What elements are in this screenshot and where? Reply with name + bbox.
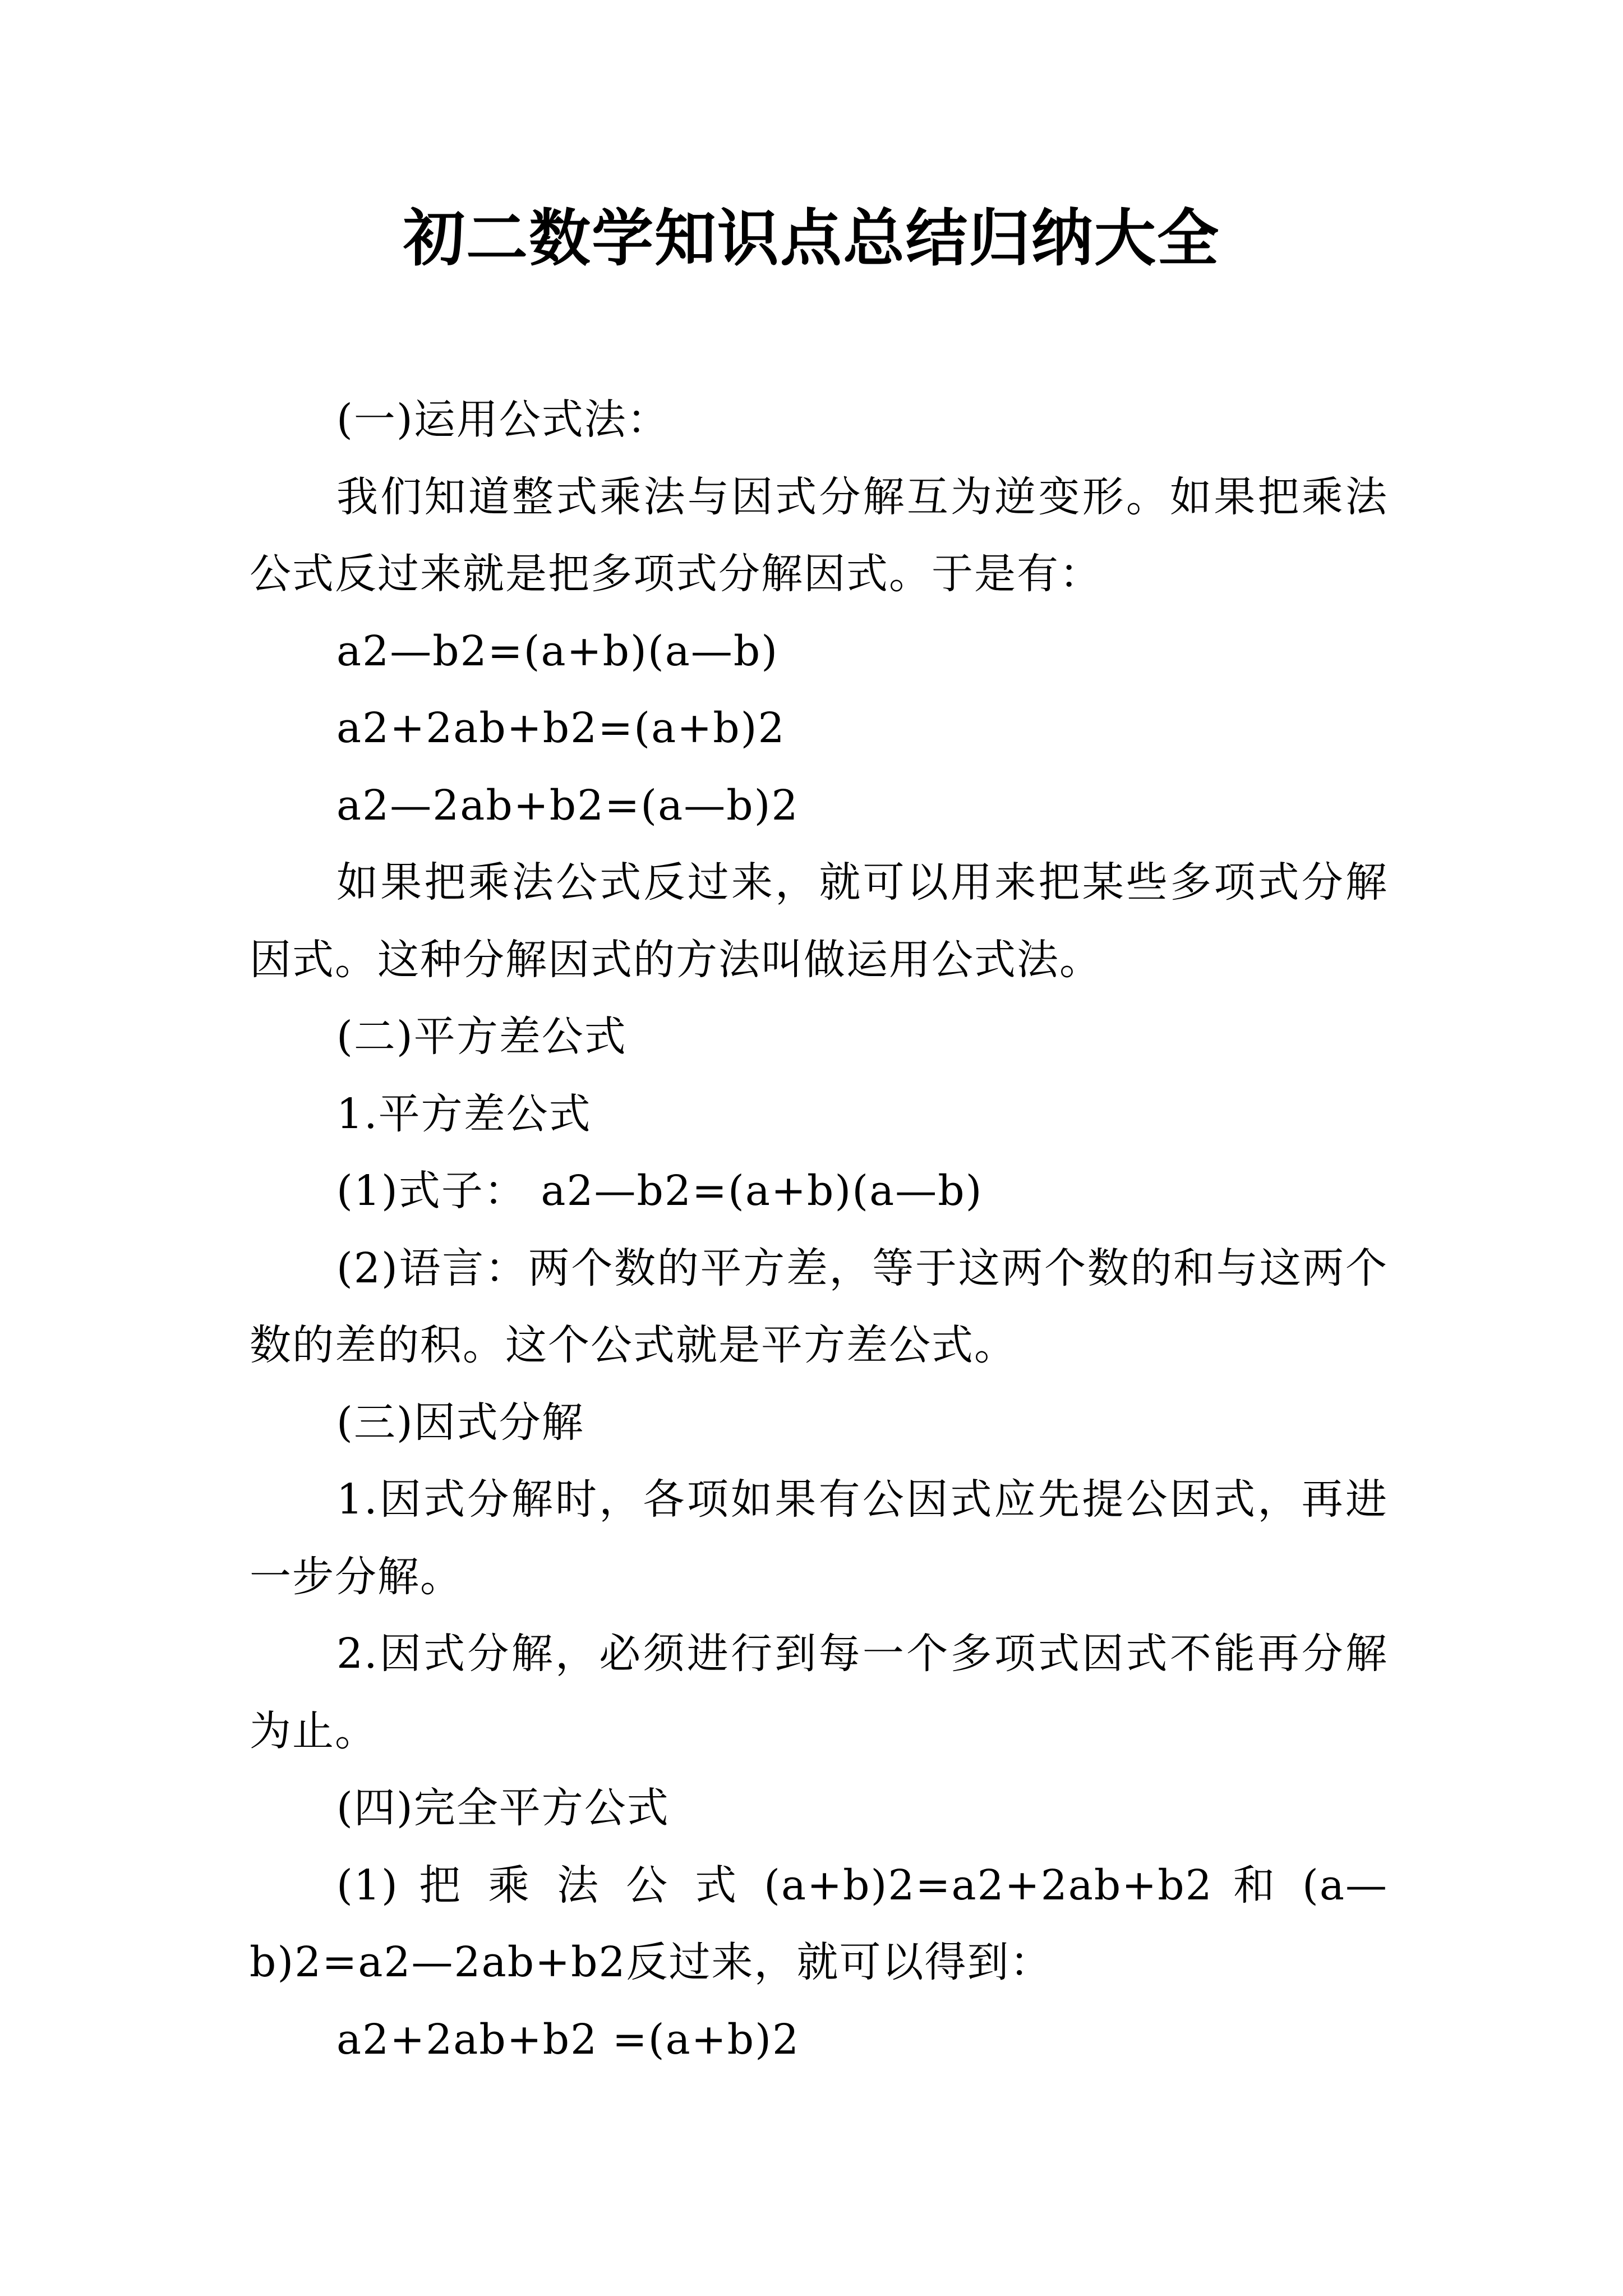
- formula-perfect-square-sum: a2+2ab+b2 =(a+b)2: [336, 2015, 800, 2064]
- paragraph-formula-method: 如果把乘法公式反过来，就可以用来把某些多项式分解因式。这种分解因式的方法叫做运用公式法。: [250, 858, 1388, 984]
- rule-factor-completely: 2.因式分解，必须进行到每一个多项式因式不能再分解为止。: [250, 1630, 1388, 1755]
- formula-square-of-difference: a2—2ab+b2=(a—b)2: [336, 781, 799, 830]
- item-expression: (1)式子： a2—b2=(a+b)(a—b): [336, 1167, 983, 1215]
- formula-difference-of-squares: a2—b2=(a+b)(a—b): [336, 627, 779, 675]
- paragraph-intro: 我们知道整式乘法与因式分解互为逆变形。如果把乘法公式反过来就是把多项式分解因式。于是有：: [250, 472, 1388, 598]
- formula-square-of-sum: a2+2ab+b2=(a+b)2: [336, 704, 786, 752]
- item-language: (2)语言：两个数的平方差，等于这两个数的和与这两个数的差的积。这个公式就是平方差公式。: [250, 1244, 1388, 1369]
- rule-common-factor: 1.因式分解时，各项如果有公因式应先提公因式，再进一步分解。: [250, 1475, 1388, 1601]
- section-heading-3: (三)因式分解: [336, 1398, 584, 1447]
- subheading-difference-of-squares: 1.平方差公式: [336, 1089, 592, 1138]
- document-body: [250, 381, 1388, 2078]
- section-heading-2: (二)平方差公式: [336, 1013, 627, 1061]
- section-heading-4: (四)完全平方公式: [336, 1784, 670, 1832]
- paragraph-perfect-square: (1) 把 乘 法 公 式 (a+b)2=a2+2ab+b2 和 (a—b)2=a2—2ab+b2反过来，就可以得到：: [250, 1861, 1388, 1986]
- document-title: 初二数学知识点总结归纳大全: [403, 203, 1220, 274]
- section-heading-1: (一)运用公式法：: [336, 395, 670, 444]
